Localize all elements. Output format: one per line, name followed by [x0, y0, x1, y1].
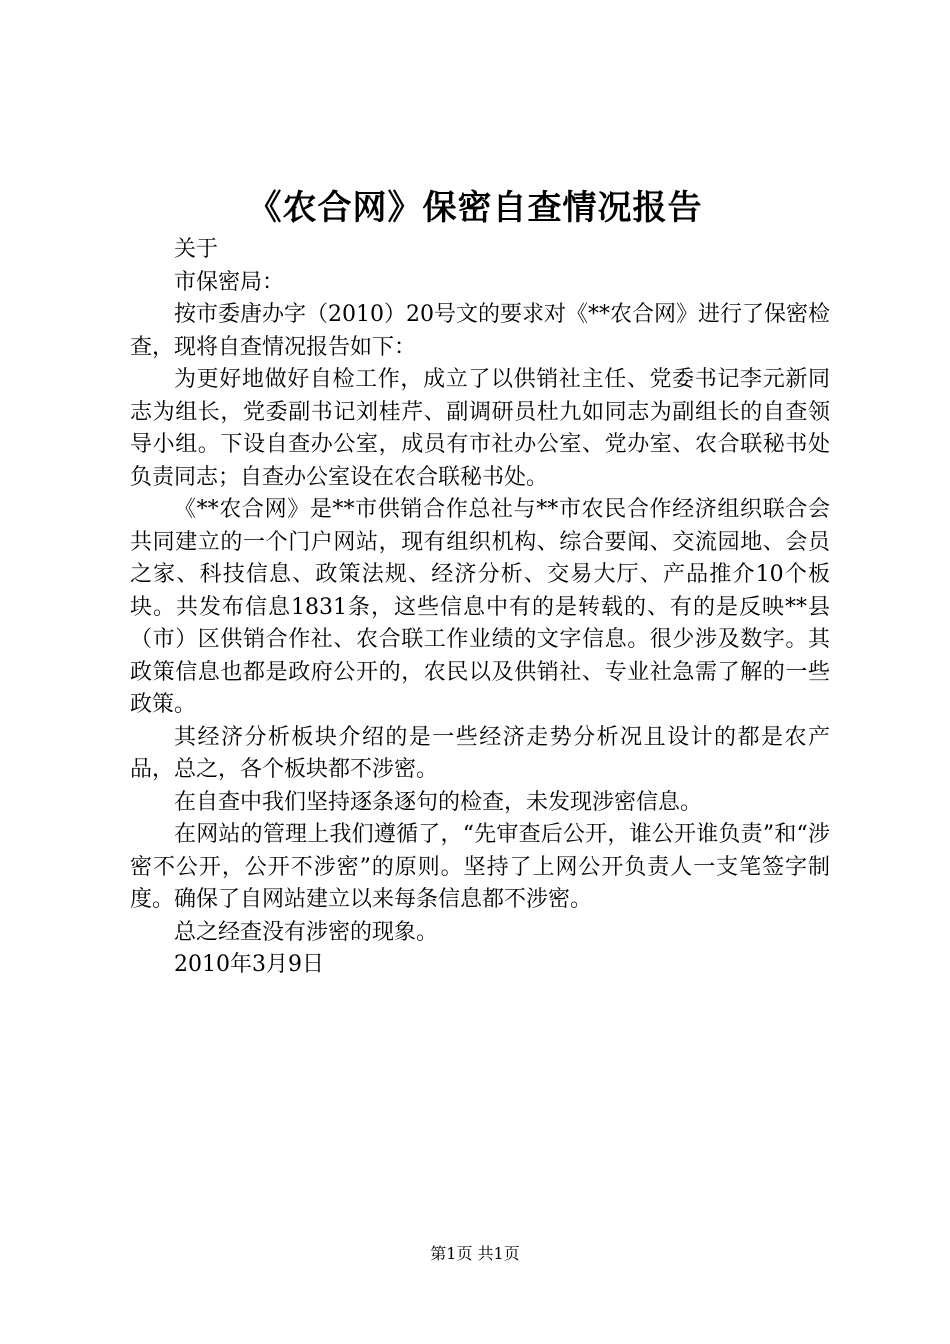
paragraph-intro: 按市委唐办字（2010）20号文的要求对《**农合网》进行了保密检查，现将自查情况报告如下：: [130, 302, 830, 360]
paragraph-recipient: 市保密局：: [174, 269, 285, 295]
paragraph-website-overview: 《**农合网》是**市供销合作总社与**市农民合作经济组织联合会共同建立的一个门户网站，现有组织机构、综合要闻、交流园地、会员之家、科技信息、政策法规、经济分析、交易大厅、产品推介10个板块。共发布信息1831条，这些信息中有的是转载的、有的是反映**县（市）区供销合作社、农合联工作业绩的文字信息。很少涉及数字。其政策信息也都是政府公开的，农民以及供销社、专业社急需了解的一些政策。: [130, 497, 830, 717]
page-number-footer: 第1页 共1页: [430, 1244, 520, 1263]
paragraph-conclusion: 总之经查没有涉密的现象。: [174, 919, 439, 945]
paragraph-check-result: 在自查中我们坚持逐条逐句的检查，未发现涉密信息。: [174, 789, 703, 815]
paragraph-about: 关于: [174, 237, 219, 262]
paragraph-date: 2010年3月9日: [174, 952, 324, 977]
document-body: [130, 234, 830, 982]
document-title: 《农合网》保密自查情况报告: [247, 188, 703, 228]
paragraph-economic-analysis: 其经济分析板块介绍的是一些经济走势分析况且设计的都是农产品，总之，各个板块都不涉密。: [130, 724, 830, 782]
paragraph-management: 在网站的管理上我们遵循了，“先审查后公开，谁公开谁负责”和“涉密不公开，公开不涉密”的原则。坚持了上网公开负责人一支笔签字制度。确保了自网站建立以来每条信息都不涉密。: [130, 822, 830, 912]
paragraph-leadership: 为更好地做好自检工作，成立了以供销社主任、党委书记李元新同志为组长，党委副书记刘桂芹、副调研员杜九如同志为副组长的自查领导小组。下设自查办公室，成员有市社办公室、党办室、农合联秘书处负责同志；自查办公室设在农合联秘书处。: [130, 367, 830, 490]
